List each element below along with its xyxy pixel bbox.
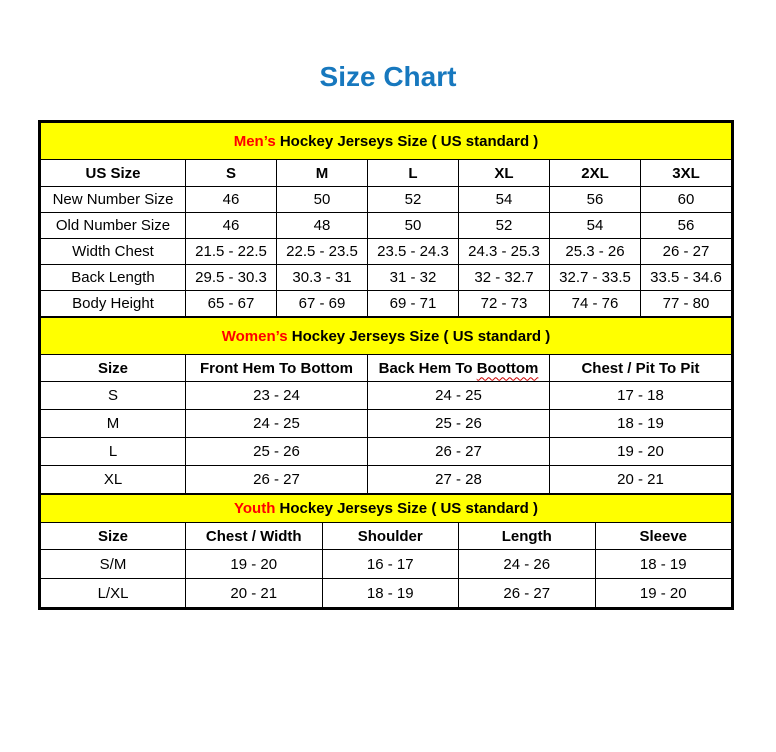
table-cell: 20 - 21 [550,466,732,494]
size-table-youth [40,494,732,608]
band-highlight: Women’s [221,327,288,345]
table-cell: 27 - 28 [368,466,550,494]
table-cell: 46 [186,187,277,213]
table-cell: 18 - 19 [550,410,732,438]
table-cell: 69 - 71 [368,291,459,317]
table-cell: 56 [641,213,732,239]
column-header: XL [459,160,550,187]
column-header: 2XL [550,160,641,187]
table-cell: 25.3 - 26 [550,239,641,265]
table-cell: 23.5 - 24.3 [368,239,459,265]
row-label: L/XL [41,579,186,608]
band-text: Hockey Jerseys Size ( US standard ) [287,327,551,345]
page-title: Size Chart [319,61,457,92]
table-row [41,410,732,438]
table-cell: 24 - 25 [186,410,368,438]
table-cell: 18 - 19 [322,579,459,608]
section-band-row [41,495,732,523]
header-row [41,523,732,550]
row-label: M [41,410,186,438]
table-row [41,239,732,265]
table-cell: 32.7 - 33.5 [550,265,641,291]
size-table-mens [40,122,732,317]
table-cell: 32 - 32.7 [459,265,550,291]
column-header: Size [41,355,186,382]
column-header: US Size [41,160,186,187]
table-cell: 31 - 32 [368,265,459,291]
column-header: Sleeve [595,523,732,550]
table-cell: 20 - 21 [186,579,323,608]
table-cell: 24.3 - 25.3 [459,239,550,265]
column-header: Chest / Width [186,523,323,550]
row-label: Body Height [41,291,186,317]
table-cell: 65 - 67 [186,291,277,317]
table-row [41,265,732,291]
table-cell: 50 [277,187,368,213]
band-highlight: Men’s [233,132,276,150]
table-cell: 22.5 - 23.5 [277,239,368,265]
header-row [41,160,732,187]
table-row [41,213,732,239]
table-cell: 33.5 - 34.6 [641,265,732,291]
table-row [41,187,732,213]
column-header: M [277,160,368,187]
table-row [41,291,732,317]
column-header: Size [41,523,186,550]
column-header: L [368,160,459,187]
section-band-row [41,123,732,160]
band-text: Hockey Jerseys Size ( US standard ) [275,500,538,517]
table-cell: 26 - 27 [459,579,596,608]
row-label: Back Length [41,265,186,291]
table-cell: 29.5 - 30.3 [186,265,277,291]
size-table-womens [40,317,732,494]
table-row [41,382,732,410]
section-band-mens [41,123,732,160]
band-text: Hockey Jerseys Size ( US standard ) [275,132,539,150]
table-cell: 19 - 20 [186,550,323,579]
table-cell: 24 - 26 [459,550,596,579]
table-cell: 74 - 76 [550,291,641,317]
table-cell: 18 - 19 [595,550,732,579]
table-cell: 25 - 26 [368,410,550,438]
table-cell: 26 - 27 [641,239,732,265]
table-cell: 26 - 27 [186,466,368,494]
table-cell: 26 - 27 [368,438,550,466]
misspelled-word-squiggle: Boottom [476,359,539,377]
section-band-row [41,318,732,355]
column-header: Length [459,523,596,550]
row-label: L [41,438,186,466]
column-header: S [186,160,277,187]
table-cell: 52 [459,213,550,239]
table-cell: 19 - 20 [595,579,732,608]
column-header: Shoulder [322,523,459,550]
table-cell: 17 - 18 [550,382,732,410]
table-cell: 30.3 - 31 [277,265,368,291]
section-band-youth [41,495,732,523]
table-row [41,579,732,608]
table-cell: 25 - 26 [186,438,368,466]
row-label: XL [41,466,186,494]
column-header: 3XL [641,160,732,187]
table-cell: 16 - 17 [322,550,459,579]
table-cell: 54 [550,213,641,239]
table-row [41,550,732,579]
size-chart-tables-container [38,120,734,610]
section-band-womens [41,318,732,355]
table-cell: 46 [186,213,277,239]
row-label: Old Number Size [41,213,186,239]
column-header [368,355,550,382]
table-cell: 19 - 20 [550,438,732,466]
row-label: S/M [41,550,186,579]
table-cell: 48 [277,213,368,239]
table-cell: 67 - 69 [277,291,368,317]
header-row [41,355,732,382]
column-header: Front Hem To Bottom [186,355,368,382]
column-header: Chest / Pit To Pit [550,355,732,382]
table-row [41,438,732,466]
table-cell: 23 - 24 [186,382,368,410]
table-cell: 56 [550,187,641,213]
band-highlight: Youth [234,500,276,517]
table-cell: 77 - 80 [641,291,732,317]
row-label: Width Chest [41,239,186,265]
table-cell: 24 - 25 [368,382,550,410]
row-label: S [41,382,186,410]
table-row [41,466,732,494]
table-cell: 54 [459,187,550,213]
row-label: New Number Size [41,187,186,213]
table-cell: 60 [641,187,732,213]
table-cell: 50 [368,213,459,239]
table-cell: 52 [368,187,459,213]
table-cell: 21.5 - 22.5 [186,239,277,265]
table-cell: 72 - 73 [459,291,550,317]
header-text: Back Hem To [378,359,477,377]
